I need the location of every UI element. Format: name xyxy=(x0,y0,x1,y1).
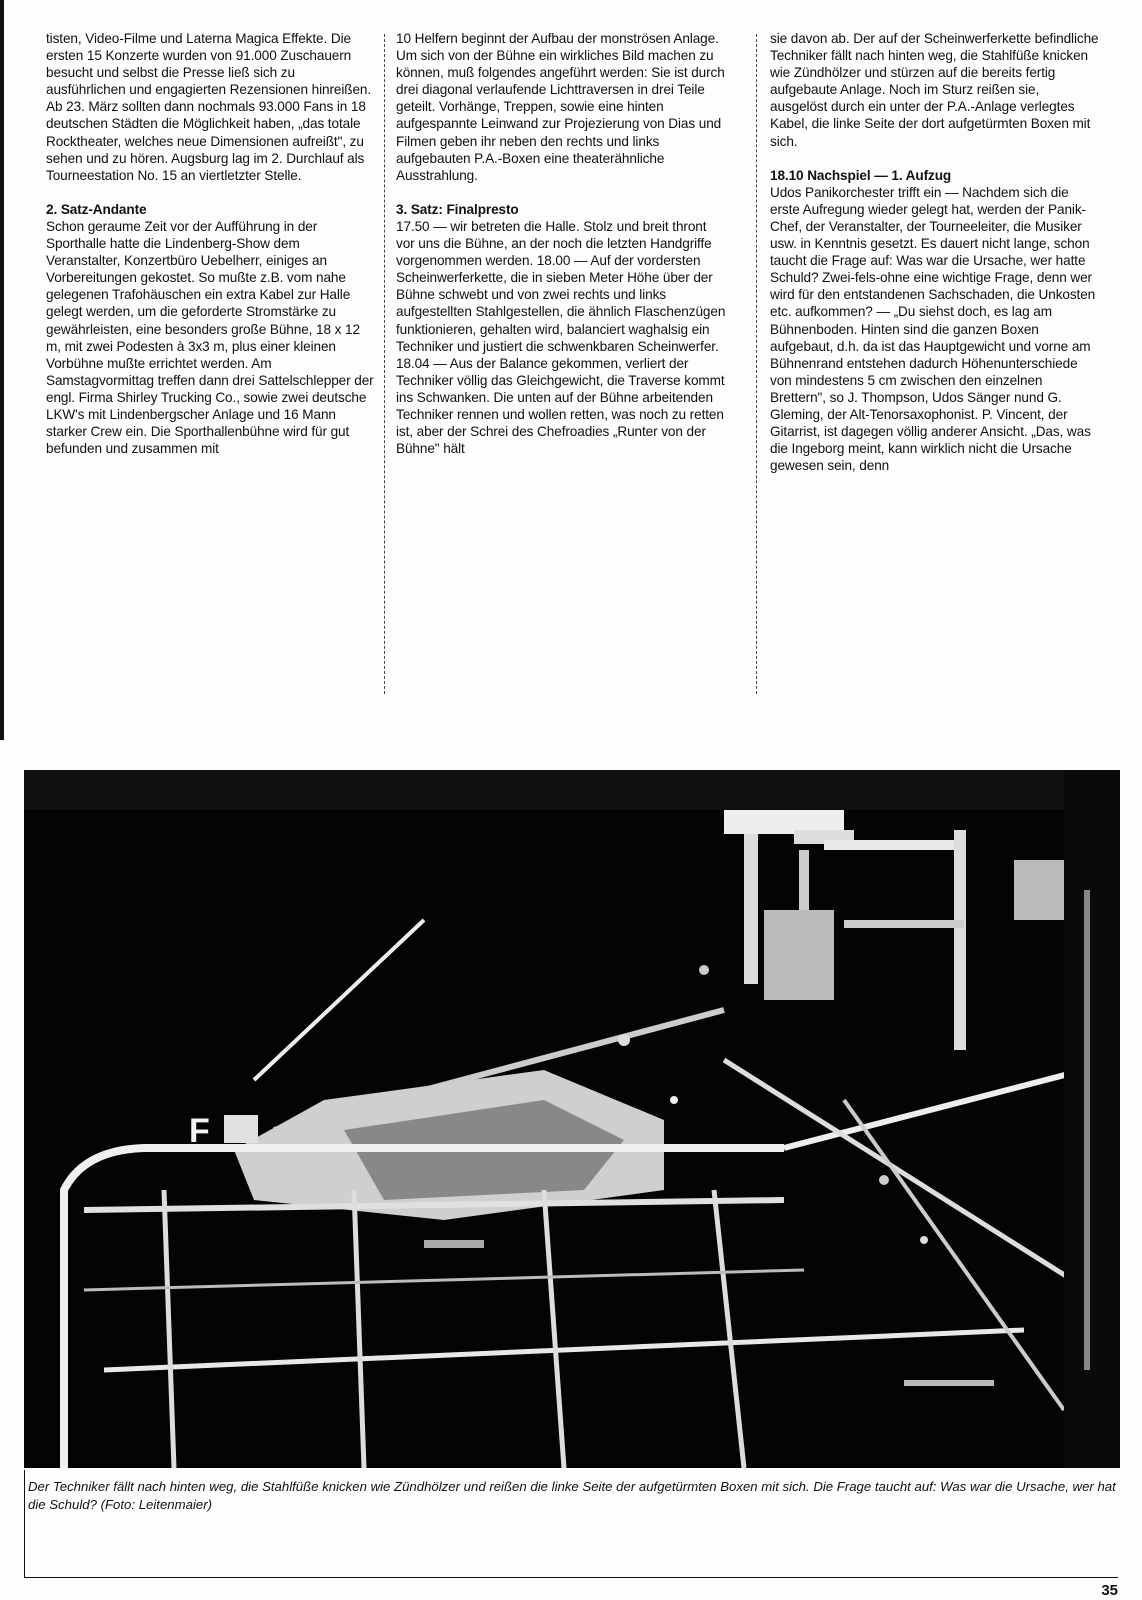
photo-caption: Der Techniker fällt nach hinten weg, die Stahlfüße knicken wie Zündhölzer und reißen die linke Seite der aufgetürmten Boxen mit sich. Die Frage taucht auf: Was war die Ursache, wer hat die Schuld? (Foto: Leitenmaier) xyxy=(28,1479,1116,1512)
caption-bottom-rule xyxy=(24,1577,1118,1578)
text-column-3 xyxy=(770,30,1100,474)
column-1-intro: tisten, Video-Filme und Laterna Magica Effekte. Die ersten 15 Konzerte wurden von 91.000 Zuschauern besucht und selbst die Presse ließ sich zu ausführlichen und engagierten Rezensionen hinreißen. Ab 23. März sollten dann nochmals 93.000 Fans in 18 deutschen Städten die Möglichkeit haben, „das totale Rocktheater, welches neue Dimensionen aufreißt", zu sehen und zu hören. Augsburg lag im 2. Durchlauf als Tourneestation No. 15 an viertletzter Stelle. xyxy=(46,31,372,183)
stage-collapse-photo xyxy=(24,770,1120,1468)
photo-sign-text: F xyxy=(189,1112,210,1150)
page-edge-mark xyxy=(0,0,4,740)
page-number: 35 xyxy=(1101,1582,1118,1599)
text-column-2 xyxy=(396,30,726,457)
column-3-intro: sie davon ab. Der auf der Scheinwerferkette befindliche Techniker fällt nach hinten weg, die Stahlfüße knicken wie Zündhölzer und stürzen auf die bereits fertig aufgebaute Anlage. Noch im Sturz reißen sie, ausgelöst durch ein unter der P.A.-Anlage verlegtes Kabel, die linke Seite der dort aufgetürmten Boxen mit sich. xyxy=(770,31,1099,149)
column-divider-2 xyxy=(756,34,757,694)
text-column-1 xyxy=(46,30,376,457)
caption-edge-mark xyxy=(24,1470,25,1578)
column-2-body-2: 18.04 — Aus der Balance gekommen, verliert der Techniker völlig das Gleichgewicht, die Traverse kommt ins Schwanken. Die unten auf der Bühne arbeitenden Techniker rennen und wollen retten, was noch zu retten ist, aber der Schrei des Chefroadies „Runter von der Bühne" hält xyxy=(396,355,725,457)
column-divider-1 xyxy=(384,34,385,694)
section-heading-andante: 2. Satz-Andante xyxy=(46,201,147,217)
photo-illustration xyxy=(24,770,1120,1468)
column-2-intro: 10 Helfern beginnt der Aufbau der monströsen Anlage. Um sich von der Bühne ein wirkliches Bild machen zu können, muß folgendes angeführt werden: Sie ist durch drei diagonal verlaufende Lichttraversen in drei Teile geteilt. Vorhänge, Treppen, sowie eine hinten aufgespannte Leinwand zur Projezierung von Dias und Filmen geben ihr neben den rechts und links aufgebauten P.A.-Boxen eine theaterähnliche Ausstrahlung. xyxy=(396,31,725,183)
column-1-body: Schon geraume Zeit vor der Aufführung in der Sporthalle hatte die Lindenberg-Show dem Veranstalter, Konzertbüro Uebelherr, einiges an Vorbereitungen gekostet. So mußte z.B. vom nahe gelegenen Trafohäuschen ein extra Kabel zur Halle gelegt werden, um die geforderte Stromstärke zu gewährleisten, eine besonders große Bühne, 18 x 12 m, mit zwei Podesten à 3x3 m, plus einer kleinen Vorbühne mußte errichtet werden. Am Samstagvormittag treffen dann drei Sattelschlepper der engl. Firma Shirley Trucking Co., sowie zwei deutsche LKW's mit Lindenbergscher Anlage und 16 Mann starker Crew ein. Die Sporthallenbühne wird für gut befunden und zusammen mit xyxy=(46,218,374,457)
column-2-body-1: 17.50 — wir betreten die Halle. Stolz und breit thront vor uns die Bühne, an der noch die letzten Handgriffe vorgenommen werden. 18.00 — Auf der vordersten Scheinwerferkette, die in sieben Meter Höhe über der Bühne schwebt und von zwei rechts und links aufgestellten Stahlgestellen, die ähnlich Flaschenzügen funktionieren, gehalten wird, balanciert waghalsig ein Techniker und justiert die schwenkbaren Scheinwerfer. xyxy=(396,218,726,354)
section-heading-nachspiel: 18.10 Nachspiel — 1. Aufzug xyxy=(770,167,952,183)
section-heading-finalpresto: 3. Satz: Finalpresto xyxy=(396,201,519,217)
column-3-body: Udos Panikorchester trifft ein — Nachdem sich die erste Aufregung wieder gelegt hat, werden der Panik-Chef, der Veranstalter, der Tourneeleiter, die Musiker usw. in Kenntnis gesetzt. Es dauert nicht lange, schon taucht die Frage auf: Was war die Ursache, wer hatte Schuld? Zwei-fels-ohne eine wichtige Frage, denn wer wird für den entstandenen Sachschaden, die Unkosten etc. aufkommen? — „Du siehst doch, es lag am Bühnenboden. Hinten sind die ganzen Boxen aufgebaut, d.h. da ist das Hauptgewicht und vorne am Bühnenrand entstehen dadurch Höhenunterschiede von mindestens 5 cm zwischen den einzelnen Brettern", so J. Thompson, Udos Sänger nund G. Gleming, der Alt-Tenorsaxophonist. P. Vincent, der Gitarrist, ist dagegen völlig anderer Ansicht. „Das, was die Ingeborg meint, kann wirklich nicht die Ursache gewesen sein, denn xyxy=(770,184,1096,474)
